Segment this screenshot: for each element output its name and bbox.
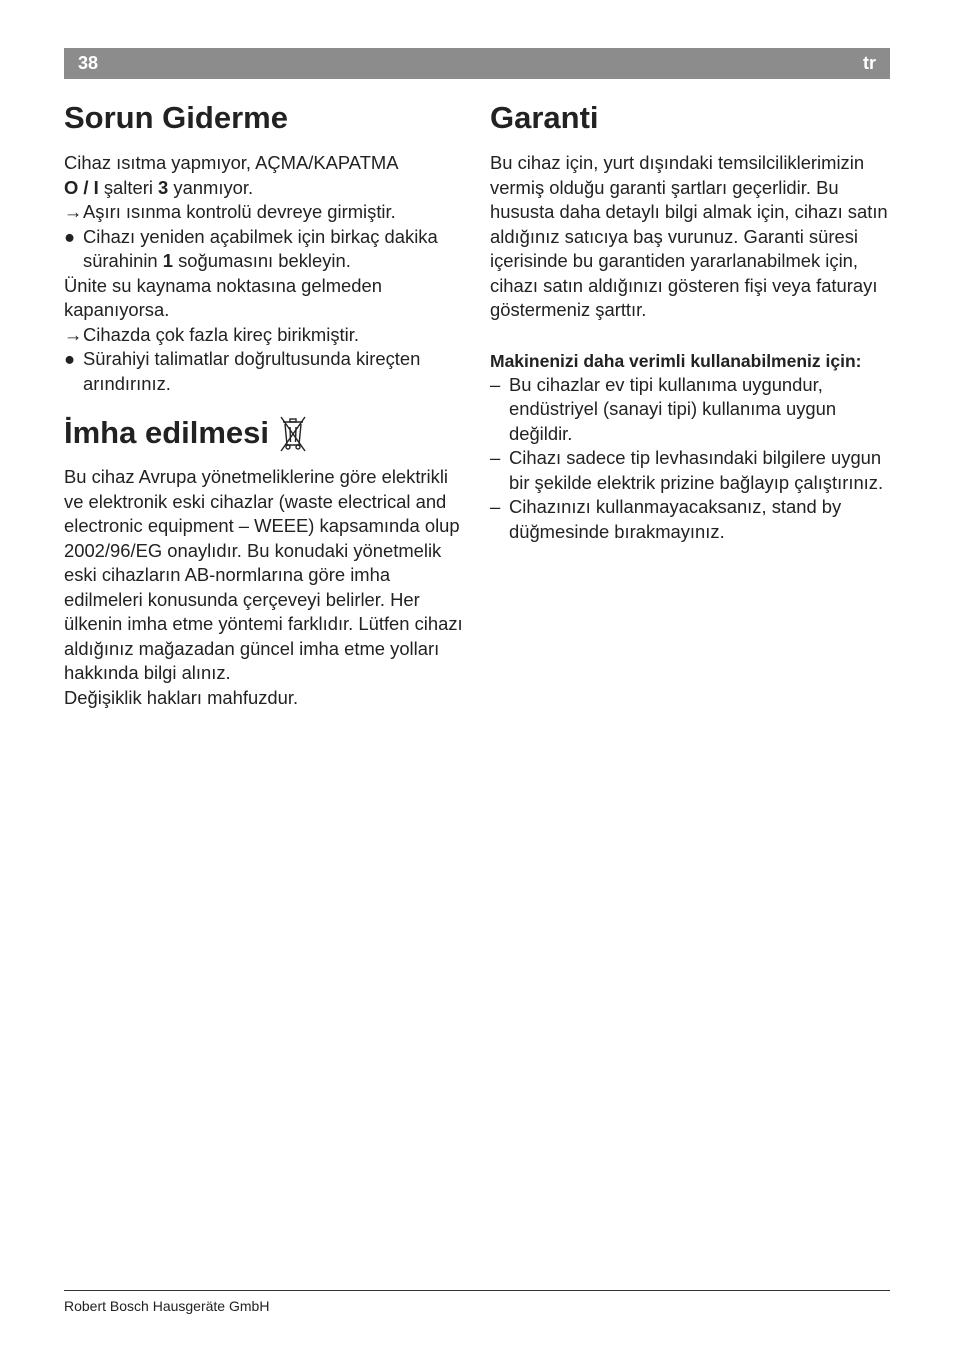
warranty-title: Garanti	[490, 100, 599, 135]
solution-2: ● Sürahiyi talimatlar doğrultusunda kireçten arındırınız.	[64, 348, 421, 394]
warranty-text: Bu cihaz için, yurt dışındaki temsilciliklerimizin vermiş olduğu garanti şartları geçerlidir. Bu hususta daha detaylı bilgi almak için, cihazı satın aldığınız satıcıya baş vurunuz. Garanti süresi içerisinde bu garantiden yararlanabilmek için, cihazı satın aldığınızı gösteren fişi veya faturayı göstermeniz şarttır.	[490, 152, 888, 320]
disposal-text: Bu cihaz Avrupa yönetmeliklerine göre elektrikli ve elektronik eski cihazlar (waste electrical and electronic equipment – WEEE) kapsamında olup 2002/96/EG onaylıdır. Bu konudaki yönetmelik eski cihazların AB-normlarına göre imha edilmeleri konusunda çerçeveyi belirler. Her ülkenin imha etme yöntemi farklıdır. Lütfen cihazı aldığınız mağazadan güncel imha etme yolları hakkında bilgi alınız.	[64, 466, 463, 683]
efficiency-subheading: Makinenizi daha verimli kullanabilmeniz için:	[490, 350, 862, 371]
arrow-icon: →	[64, 201, 83, 222]
switch-label: O / I	[64, 176, 99, 198]
right-column	[490, 98, 890, 544]
list-item: – Bu cihazlar ev tipi kullanıma uygundur, endüstriyel (sanayi tipi) kullanıma uygun değildir.	[490, 373, 837, 444]
language-code: tr	[863, 53, 876, 73]
crossed-out-bin-icon	[277, 413, 309, 453]
jug-number: 1	[162, 250, 173, 271]
problem-1: Cihaz ısıtma yapmıyor, AÇMA/KAPATMA O / I şalteri 3 yanmıyor.	[64, 152, 399, 198]
troubleshooting-title: Sorun Giderme	[64, 100, 288, 135]
rights-notice: Değişiklik hakları mahfuzdur.	[64, 686, 299, 708]
left-column	[64, 98, 464, 710]
troubleshooting-section	[64, 98, 464, 396]
footer-company: Robert Bosch Hausgeräte GmbH	[64, 1298, 270, 1314]
warranty-section	[490, 98, 890, 544]
disposal-section	[64, 413, 464, 710]
bullet-icon: ●	[64, 225, 76, 247]
disposal-title: İmha edilmesi	[64, 413, 464, 453]
list-item: – Cihazı sadece tip levhasındaki bilgilere uygun bir şekilde elektrik prizine bağlayıp çalıştırınız.	[490, 447, 884, 493]
page-number: 38	[78, 53, 99, 73]
footer-divider	[64, 1290, 890, 1291]
cause-1: → Aşırı ısınma kontrolü devreye girmiştir.	[64, 200, 464, 225]
bullet-icon: ●	[64, 348, 76, 369]
solution-1: ● Cihazı yeniden açabilmek için birkaç dakika sürahinin 1 soğumasını bekleyin.	[64, 225, 438, 271]
arrow-icon: →	[64, 323, 83, 345]
cause-2: → Cihazda çok fazla kireç birikmiştir.	[64, 323, 464, 348]
header-bar	[64, 48, 890, 79]
problem-2: Ünite su kaynama noktasına gelmeden kapanıyorsa.	[64, 274, 382, 320]
list-item: – Cihazınızı kullanmayacaksanız, stand by düğmesinde bırakmayınız.	[490, 496, 842, 542]
switch-number: 3	[158, 176, 169, 198]
